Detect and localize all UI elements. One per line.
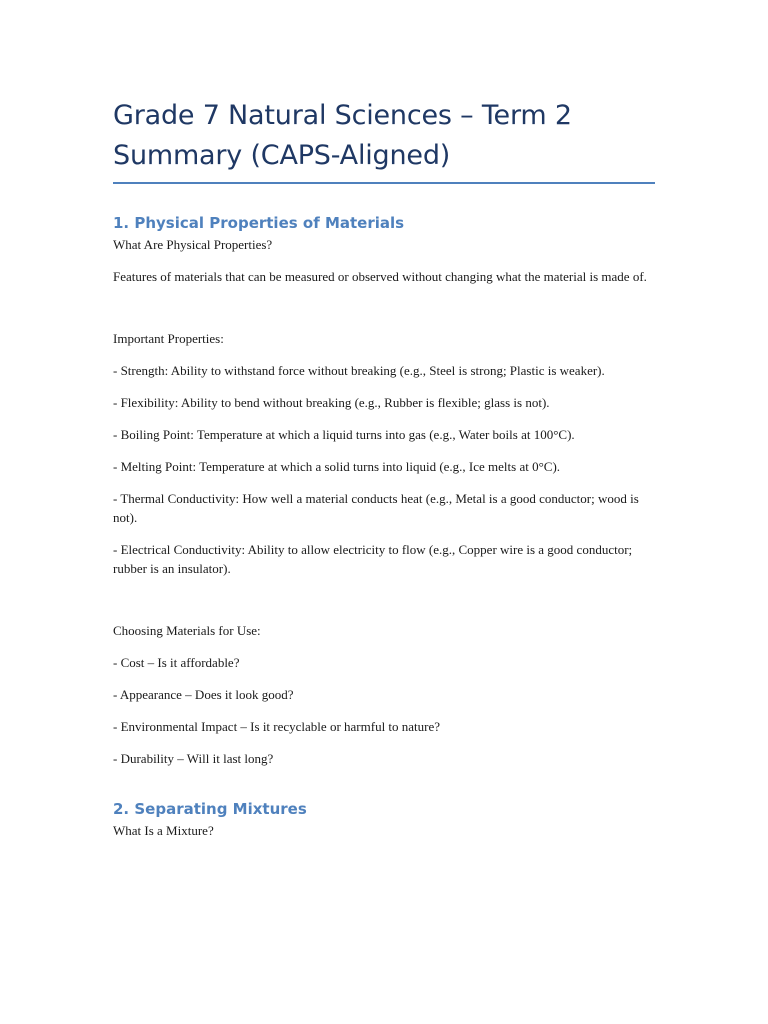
section-heading-physical-properties: 1. Physical Properties of Materials [113,214,405,232]
section-heading-separating-mixtures: 2. Separating Mixtures [113,800,307,818]
choosing-item-cost: - Cost – Is it affordable? [113,655,240,670]
property-item-melting-point: - Melting Point: Temperature at which a solid turns into liquid (e.g., Ice melts at 0°C). [113,459,561,474]
choosing-item-appearance: - Appearance – Does it look good? [113,687,294,702]
document-title: Grade 7 Natural Sciences – Term 2 Summary (CAPS-Aligned) [113,100,572,171]
choosing-materials-heading: Choosing Materials for Use: [113,623,261,638]
document-page [113,96,658,840]
important-properties-heading: Important Properties: [113,331,224,346]
property-item-thermal-conductivity: - Thermal Conductivity: How well a material conducts heat (e.g., Metal is a good conductor; wood is not). [113,491,639,525]
definition-paragraph: Features of materials that can be measured or observed without changing what the material is made of. [113,269,647,284]
property-item-boiling-point: - Boiling Point: Temperature at which a liquid turns into gas (e.g., Water boils at 100°C). [113,427,575,442]
subheading-what-are-physical-properties: What Are Physical Properties? [113,237,273,252]
property-item-flexibility: - Flexibility: Ability to bend without breaking (e.g., Rubber is flexible; glass is not). [113,395,550,410]
subheading-what-is-a-mixture: What Is a Mixture? [113,823,214,838]
choosing-item-durability: - Durability – Will it last long? [113,751,274,766]
choosing-item-environmental-impact: - Environmental Impact – Is it recyclable or harmful to nature? [113,719,441,734]
property-item-strength: - Strength: Ability to withstand force without breaking (e.g., Steel is strong; Plastic is weaker). [113,363,605,378]
property-item-electrical-conductivity: - Electrical Conductivity: Ability to allow electricity to flow (e.g., Copper wire is a good conductor; rubber is an insulator). [113,542,633,576]
